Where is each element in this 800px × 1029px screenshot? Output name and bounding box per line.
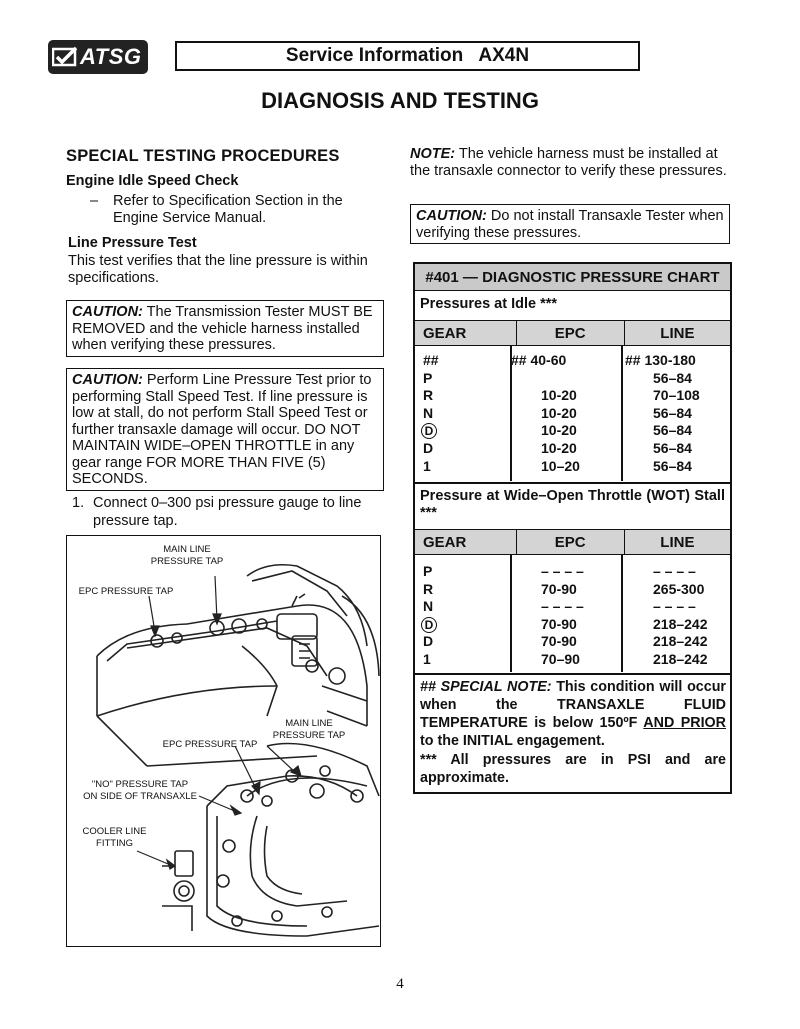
epc-cell: 10-20 [541, 387, 577, 404]
gear-cell: D [423, 422, 437, 439]
chart-row [415, 651, 730, 668]
col-gear: GEAR [415, 321, 517, 345]
bullet-dash: – [90, 193, 99, 209]
step-number: 1. [72, 495, 85, 511]
chart-row [415, 440, 730, 457]
col-line: LINE [660, 324, 695, 342]
caution-box-right [410, 204, 730, 244]
epc-cell: 70-90 [541, 615, 577, 632]
chart-row [415, 616, 730, 633]
caution-text: Do not install Transaxle Tester when verifying these pressures. [416, 208, 724, 241]
epc-cell: 70–90 [541, 651, 580, 667]
col-epc: EPC [517, 321, 625, 345]
note-paragraph [410, 146, 730, 180]
line-pressure-heading: Line Pressure Test [68, 235, 197, 251]
chart-row [415, 422, 730, 439]
diagnostic-pressure-chart [413, 262, 732, 794]
note-label: NOTE: [410, 146, 456, 162]
chart-row [415, 352, 730, 369]
col-gear: GEAR [415, 530, 517, 554]
line-cell: 56–84 [653, 457, 692, 474]
line-cell: ## 130-180 [625, 352, 696, 368]
epc-cell: 10-20 [541, 404, 577, 421]
gear-cell: N [423, 404, 434, 421]
line-cell: 218–242 [653, 651, 708, 667]
step-text: Connect 0–300 psi pressure gauge to line pressure tap. [93, 495, 362, 529]
epc-cell: ## 40-60 [511, 352, 567, 368]
caution-box-1 [66, 300, 384, 357]
chart-row [415, 387, 730, 404]
wot-section-label: Pressure at Wide–Open Throttle (WOT) Stall *** [420, 488, 725, 521]
page-title: DIAGNOSIS AND TESTING [261, 88, 539, 113]
special-note-label: ## SPECIAL NOTE: [420, 679, 552, 695]
section-heading: SPECIAL TESTING PROCEDURES [66, 147, 340, 165]
special-note-underline: AND PRIOR [643, 715, 727, 731]
bullet-text: Refer to Specification Section in the Engine Service Manual. [113, 193, 343, 226]
gear-cell: R [423, 580, 434, 597]
gear-cell: ## [423, 352, 439, 368]
chart-row [415, 598, 730, 615]
gear-cell: P [423, 369, 433, 386]
service-info-header [175, 41, 640, 71]
chart-row [415, 370, 730, 387]
checkmark-flag-icon [52, 46, 78, 68]
line-cell: 265-300 [653, 580, 705, 597]
gear-cell: 1 [423, 457, 431, 474]
label-main-line-pressure-tap-lower: MAIN LINE PRESSURE TAP [272, 718, 346, 741]
epc-cell: – – – – [541, 563, 584, 579]
gear-cell: D [423, 633, 434, 650]
caution-label: CAUTION: [416, 208, 487, 224]
line-cell: – – – – [653, 598, 696, 615]
label-epc-pressure-tap: EPC PRESSURE TAP [78, 586, 174, 597]
gear-cell: N [423, 598, 434, 615]
epc-cell: 70-90 [541, 580, 577, 597]
chart-row [415, 405, 730, 422]
caution-box-2 [66, 368, 384, 491]
epc-cell: – – – – [541, 598, 584, 615]
special-note-text-end: to the INITIAL engagement. [420, 733, 605, 749]
gear-cell: R [423, 387, 434, 404]
line-cell: 70–108 [653, 387, 700, 404]
line-cell: 218–242 [653, 615, 708, 632]
chart-row [415, 458, 730, 475]
col-line: LINE [660, 533, 695, 551]
chart-row [415, 563, 730, 580]
label-no-pressure-tap: "NO" PRESSURE TAP ON SIDE OF TRANSAXLE [83, 779, 197, 802]
note-text: The vehicle harness must be installed at the transaxle connector to verify these pressures. [410, 146, 727, 179]
atsg-logo [48, 40, 148, 74]
service-title: Service Information AX4N [285, 45, 530, 66]
idle-column-headers [415, 320, 730, 346]
wot-column-headers [415, 529, 730, 555]
line-cell: 56–84 [653, 440, 692, 456]
gear-cell: D [423, 616, 437, 633]
transaxle-diagram [66, 535, 381, 947]
approx-note: *** All pressures are in PSI and are approximate. [420, 752, 726, 786]
gear-cell: D [423, 440, 434, 456]
idle-section-label: Pressures at Idle *** [420, 296, 558, 312]
gear-cell: 1 [423, 651, 431, 667]
label-main-line-pressure-tap: MAIN LINE PRESSURE TAP [150, 544, 224, 567]
label-epc-pressure-tap-lower: EPC PRESSURE TAP [162, 739, 258, 750]
gear-cell: P [423, 563, 433, 579]
caution-text: The Transmission Tester MUST BE REMOVED and the vehicle harness installed when verifying these pressures. [72, 304, 373, 353]
line-cell: 56–84 [653, 369, 692, 386]
line-cell: 56–84 [653, 404, 692, 421]
epc-cell: 10-20 [541, 422, 577, 439]
caution-text: Perform Line Pressure Test prior to performing Stall Speed Test. If line pressure is low at stall, do not perform Stall Speed Test or further transaxle damage will occur. DO NOT MAINTAIN WIDE–OPEN THROTTLE in any gear range FOR MORE THAN FIVE (5) SECONDS. [72, 372, 372, 487]
col-epc: EPC [517, 530, 625, 554]
caution-label: CAUTION: [72, 372, 143, 388]
line-cell: – – – – [653, 563, 696, 579]
chart-row [415, 633, 730, 650]
label-cooler-line-fitting: COOLER LINE FITTING [82, 826, 147, 849]
special-note-text: This condition will occur when the TRANSAXLE FLUID TEMPERATURE is below 150ºF [420, 679, 726, 731]
epc-cell: 70-90 [541, 633, 577, 650]
line-pressure-text: This test verifies that the line pressure is within specifications. [68, 253, 368, 286]
epc-cell: 10–20 [541, 457, 580, 474]
chart-title: #401 — DIAGNOSTIC PRESSURE CHART [415, 264, 730, 291]
caution-label: CAUTION: [72, 304, 143, 320]
line-cell: 56–84 [653, 422, 692, 439]
line-cell: 218–242 [653, 633, 708, 650]
special-note [420, 678, 726, 750]
page-number: 4 [396, 976, 404, 992]
logo-text: ATSG [80, 44, 142, 69]
engine-idle-heading: Engine Idle Speed Check [66, 173, 239, 189]
epc-cell: 10-20 [541, 440, 577, 456]
chart-row [415, 581, 730, 598]
